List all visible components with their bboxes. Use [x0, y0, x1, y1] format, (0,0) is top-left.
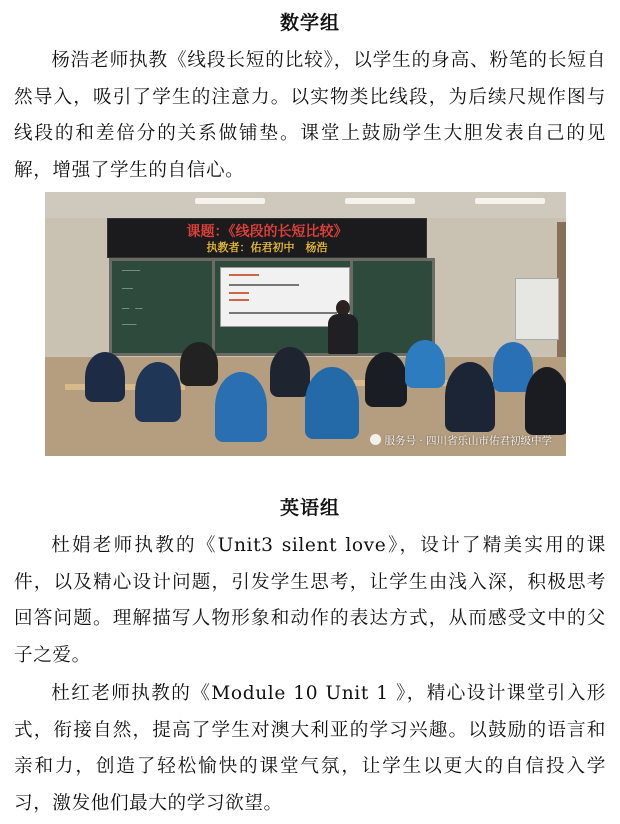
chalk-writing: ———: [122, 285, 133, 292]
paragraph-english-lesson-1: 杜娟老师执教的《Unit3 silent love》，设计了精美实用的课件，以及精心设计问题，引发学生思考，让学生由浅入深，积极思考回答问题。理解描写人物形象和动作的表达方式，从而感受文中的父子之爱。: [14, 535, 606, 666]
student: [215, 372, 267, 442]
chalk-writing: —————: [122, 267, 141, 274]
student: [405, 340, 445, 388]
ceiling-light: [195, 198, 265, 204]
ceiling-light: [475, 198, 545, 204]
banner-title: 课题：《线段的长短比较》: [186, 224, 348, 240]
paragraph-english-lesson-2: 杜红老师执教的《Module 10 Unit 1 》，精心设计课堂引入形式，衔接自然，提高了学生对澳大利亚的学习兴趣。以鼓励的语言和亲和力，创造了轻松愉快的课堂气氛，让学生以更大的自信投入学习，激发他们最大的学习欲望。: [14, 683, 606, 814]
student: [135, 362, 181, 422]
watermark: [370, 433, 552, 448]
slide-line: [229, 292, 249, 294]
student: [365, 352, 407, 407]
section-heading-math: 数学组: [279, 12, 340, 34]
slide-line: [229, 299, 249, 301]
banner-subtitle: 执教者：佑君初中 杨浩: [206, 241, 328, 254]
student: [445, 362, 495, 432]
wechat-icon: [370, 434, 381, 445]
student: [180, 342, 218, 386]
classroom-photo: [45, 192, 566, 456]
lesson-banner: [107, 218, 427, 258]
student: [85, 352, 125, 402]
student: [270, 347, 310, 397]
chalk-writing: —— ——: [122, 305, 143, 312]
slide-line: [229, 312, 337, 314]
ceiling-light: [345, 198, 415, 204]
student: [525, 367, 566, 435]
board-divider: [212, 261, 215, 353]
slide-line: [229, 274, 259, 276]
watermark-text: 服务号 · 四川省乐山市佑君初级中学: [384, 435, 552, 447]
photo-ceiling: [45, 192, 566, 218]
slide-line: [229, 284, 299, 286]
student: [305, 367, 359, 439]
paragraph-math-lesson: 杨浩老师执教《线段长短的比较》，以学生的身高、粉笔的长短自然导入，吸引了学生的注意力。以实物类比线段，为后续尺规作图与线段的和差倍分的关系做铺垫。课堂上鼓励学生大胆发表自己的见解，增强了学生的自信心。: [14, 50, 606, 181]
chalk-writing: ————: [122, 321, 137, 328]
air-conditioner: [515, 278, 559, 340]
teacher-figure: [328, 314, 358, 354]
section-heading-english: 英语组: [279, 497, 340, 519]
